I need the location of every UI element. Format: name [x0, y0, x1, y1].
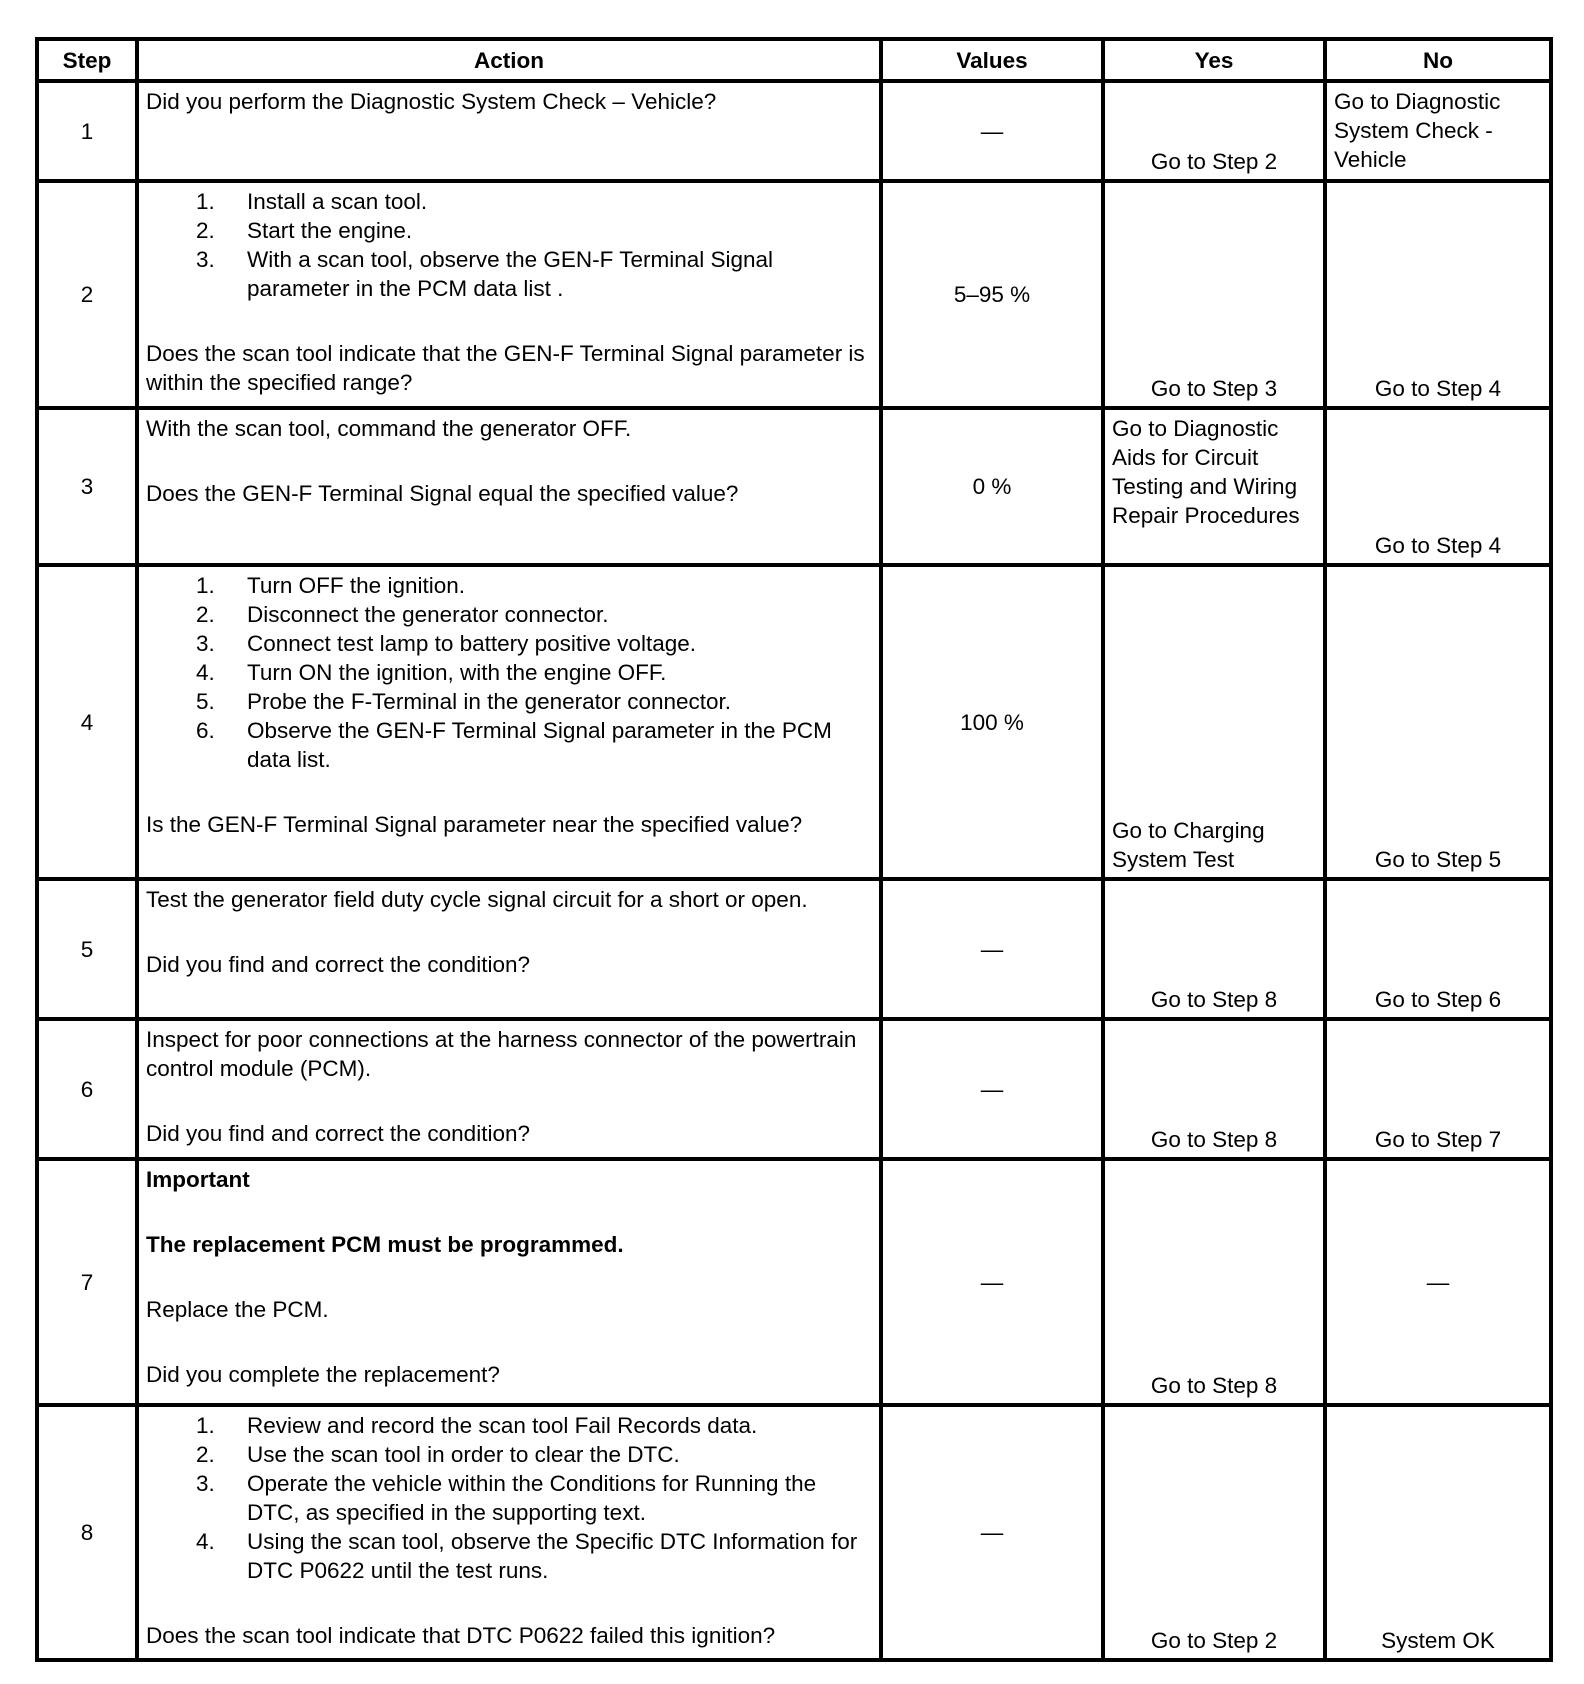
important-text: The replacement PCM must be programmed.	[146, 1232, 624, 1257]
no-cell: Go to Diagnostic System Check - Vehicle	[1325, 81, 1551, 181]
value-cell: —	[881, 1159, 1103, 1405]
no-cell: Go to Step 7	[1325, 1019, 1551, 1159]
header-values: Values	[881, 39, 1103, 81]
value-cell: —	[881, 81, 1103, 181]
action-cell	[137, 1405, 881, 1660]
value-cell: —	[881, 1019, 1103, 1159]
action-list	[146, 1411, 872, 1585]
value-cell: 0 %	[881, 408, 1103, 565]
list-item: 2. Disconnect the generator connector.	[196, 602, 609, 627]
value-cell: —	[881, 1405, 1103, 1660]
table-row	[37, 565, 1551, 879]
action-question: Is the GEN-F Terminal Signal parameter near the specified value?	[146, 812, 803, 837]
diagnostic-table	[35, 37, 1553, 1662]
header-step: Step	[37, 39, 137, 81]
list-item: 2. Use the scan tool in order to clear the DTC.	[196, 1442, 680, 1467]
action-cell	[137, 1019, 881, 1159]
list-item: 6. Observe the GEN-F Terminal Signal parameter in the PCM data list.	[196, 718, 832, 772]
header-row	[37, 39, 1551, 81]
list-item: 3. Operate the vehicle within the Conditions for Running the DTC, as specified in the supporting text.	[196, 1471, 817, 1525]
no-cell: System OK	[1325, 1405, 1551, 1660]
no-cell: —	[1325, 1159, 1551, 1405]
table-row	[37, 1159, 1551, 1405]
action-question: Did you find and correct the condition?	[146, 1121, 530, 1146]
no-cell: Go to Step 6	[1325, 879, 1551, 1019]
step-number: 4	[37, 565, 137, 879]
table-row	[37, 1405, 1551, 1660]
list-item: 2. Start the engine.	[196, 218, 413, 243]
step-number: 3	[37, 408, 137, 565]
header-yes: Yes	[1103, 39, 1325, 81]
table-row	[37, 879, 1551, 1019]
action-question: Does the GEN-F Terminal Signal equal the specified value?	[146, 481, 739, 506]
action-question: Did you find and correct the condition?	[146, 952, 530, 977]
action-list	[146, 187, 872, 303]
list-item: 4. Using the scan tool, observe the Specific DTC Information for DTC P0622 until the test runs.	[196, 1529, 858, 1583]
important-label: Important	[146, 1167, 250, 1192]
step-number: 1	[37, 81, 137, 181]
action-cell	[137, 81, 881, 181]
action-text: Replace the PCM.	[146, 1297, 329, 1322]
step-number: 6	[37, 1019, 137, 1159]
no-cell: Go to Step 5	[1325, 565, 1551, 879]
list-item: 5. Probe the F-Terminal in the generator connector.	[196, 689, 732, 714]
action-text: Inspect for poor connections at the harness connector of the powertrain control module (PCM).	[146, 1027, 857, 1081]
yes-cell: Go to Step 3	[1103, 181, 1325, 408]
action-question: Did you complete the replacement?	[146, 1362, 500, 1387]
list-item: 1. Review and record the scan tool Fail Records data.	[196, 1413, 758, 1438]
value-cell: 100 %	[881, 565, 1103, 879]
yes-cell: Go to Step 8	[1103, 1019, 1325, 1159]
yes-cell: Go to Step 8	[1103, 879, 1325, 1019]
yes-cell: Go to Diagnostic Aids for Circuit Testing and Wiring Repair Procedures	[1103, 408, 1325, 565]
list-item: 1. Install a scan tool.	[196, 189, 428, 214]
yes-cell: Go to Step 8	[1103, 1159, 1325, 1405]
step-number: 2	[37, 181, 137, 408]
action-cell	[137, 879, 881, 1019]
table-row	[37, 1019, 1551, 1159]
action-text: Test the generator field duty cycle signal circuit for a short or open.	[146, 887, 808, 912]
action-cell	[137, 181, 881, 408]
action-text: With the scan tool, command the generator OFF.	[146, 416, 632, 441]
step-number: 7	[37, 1159, 137, 1405]
no-cell: Go to Step 4	[1325, 181, 1551, 408]
step-number: 5	[37, 879, 137, 1019]
step-number: 8	[37, 1405, 137, 1660]
list-item: 4. Turn ON the ignition, with the engine OFF.	[196, 660, 667, 685]
table-row	[37, 408, 1551, 565]
no-cell: Go to Step 4	[1325, 408, 1551, 565]
action-cell	[137, 408, 881, 565]
action-question: Does the scan tool indicate that DTC P0622 failed this ignition?	[146, 1623, 776, 1648]
header-no: No	[1325, 39, 1551, 81]
value-cell: —	[881, 879, 1103, 1019]
yes-cell: Go to Step 2	[1103, 1405, 1325, 1660]
action-cell	[137, 1159, 881, 1405]
action-question: Does the scan tool indicate that the GEN-F Terminal Signal parameter is within the specified range?	[146, 341, 865, 395]
table-row	[37, 181, 1551, 408]
action-text: Did you perform the Diagnostic System Check – Vehicle?	[146, 89, 717, 114]
list-item: 3. Connect test lamp to battery positive voltage.	[196, 631, 696, 656]
action-list	[146, 571, 872, 774]
list-item: 3. With a scan tool, observe the GEN-F Terminal Signal parameter in the PCM data list .	[196, 247, 774, 301]
action-cell	[137, 565, 881, 879]
header-action: Action	[137, 39, 881, 81]
value-cell: 5–95 %	[881, 181, 1103, 408]
yes-cell: Go to Charging System Test	[1103, 565, 1325, 879]
yes-cell: Go to Step 2	[1103, 81, 1325, 181]
table-row	[37, 81, 1551, 181]
list-item: 1. Turn OFF the ignition.	[196, 573, 466, 598]
